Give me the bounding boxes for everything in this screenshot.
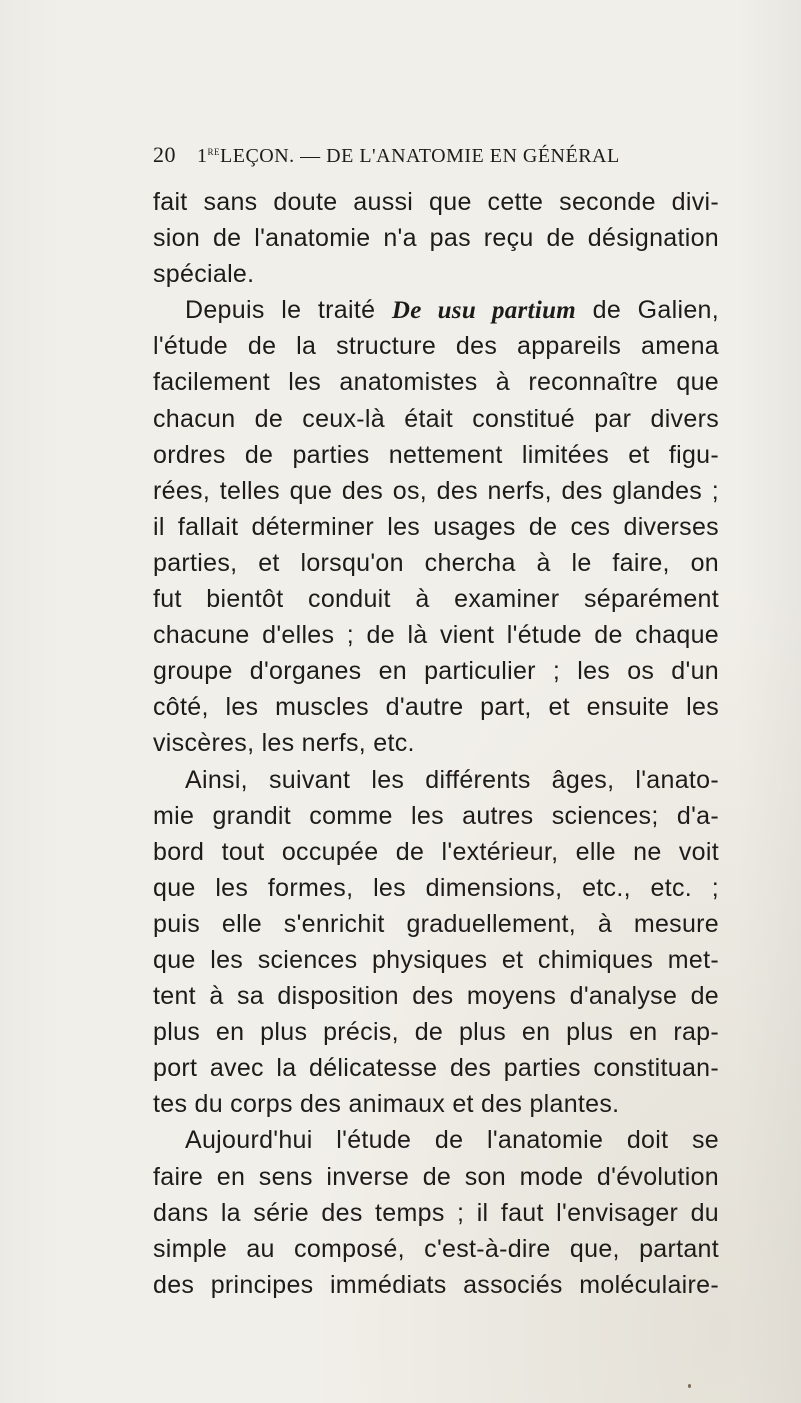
text-line: Aujourd'hui l'étude de l'anatomie doit se — [185, 1126, 719, 1155]
text-fragment: Depuis le traité — [185, 296, 376, 325]
text-line: bord tout occupée de l'extérieur, elle ne voit — [153, 837, 719, 866]
text-line: parties, et lorsqu'on chercha à le faire, on — [153, 548, 719, 577]
text-line: tent à sa disposition des moyens d'analyse de — [153, 982, 719, 1011]
text-line: rées, telles que des os, des nerfs, des glandes ; — [153, 476, 719, 505]
text-line: côté, les muscles d'autre part, et ensuite les — [153, 693, 719, 722]
text-line: chacun de ceux-là était constitué par divers — [153, 404, 719, 433]
lesson-ordinal-suffix: re — [207, 143, 221, 158]
text-fragment: de Galien, — [592, 296, 719, 325]
text-line: chacune d'elles ; de là vient l'étude de chaque — [153, 621, 719, 650]
running-head — [153, 142, 713, 176]
text-line: facilement les anatomistes à reconnaître que — [153, 368, 719, 397]
chapter-title — [197, 143, 620, 168]
text-line: dans la série des temps ; il faut l'envisager du — [153, 1198, 719, 1227]
text-line: tes du corps des animaux et des plantes. — [153, 1090, 620, 1119]
body-text — [153, 184, 719, 1303]
text-line: plus en plus précis, de plus en plus en rap- — [153, 1018, 719, 1047]
text-line: fut bientôt conduit à examiner séparément — [153, 585, 719, 614]
lesson-ordinal: 1 — [197, 145, 208, 167]
ink-speck — [688, 1384, 691, 1388]
text-line: spéciale. — [153, 260, 255, 289]
text-line: ordres de parties nettement limitées et figu- — [153, 440, 719, 469]
text-line: l'étude de la structure des appareils amena — [153, 332, 719, 361]
text-line: mie grandit comme les autres sciences; d'a- — [153, 801, 719, 830]
text-line: sion de l'anatomie n'a pas reçu de désignation — [153, 224, 719, 253]
text-line: viscères, les nerfs, etc. — [153, 729, 415, 758]
text-line: fait sans doute aussi que cette seconde divi- — [153, 188, 719, 216]
book-title-italic: De usu partium — [391, 297, 577, 325]
text-line: faire en sens inverse de son mode d'évolution — [153, 1162, 719, 1191]
page-number: 20 — [153, 142, 176, 167]
text-line — [153, 292, 719, 328]
text-line: des principes immédiats associés moléculaire- — [153, 1270, 719, 1299]
chapter-title-text: LEÇON. — DE L'ANATOMIE EN GÉNÉRAL — [220, 145, 620, 167]
text-line: il fallait déterminer les usages de ces diverses — [153, 512, 719, 541]
text-line: simple au composé, c'est-à-dire que, partant — [153, 1234, 719, 1263]
text-line: que les sciences physiques et chimiques met- — [153, 945, 719, 974]
text-line: groupe d'organes en particulier ; les os d'un — [153, 657, 719, 686]
text-line: port avec la délicatesse des parties constituan- — [153, 1054, 719, 1083]
text-line: Ainsi, suivant les différents âges, l'anato- — [185, 765, 719, 794]
text-line: que les formes, les dimensions, etc., etc. ; — [153, 873, 719, 902]
text-line: puis elle s'enrichit graduellement, à mesure — [153, 909, 719, 938]
